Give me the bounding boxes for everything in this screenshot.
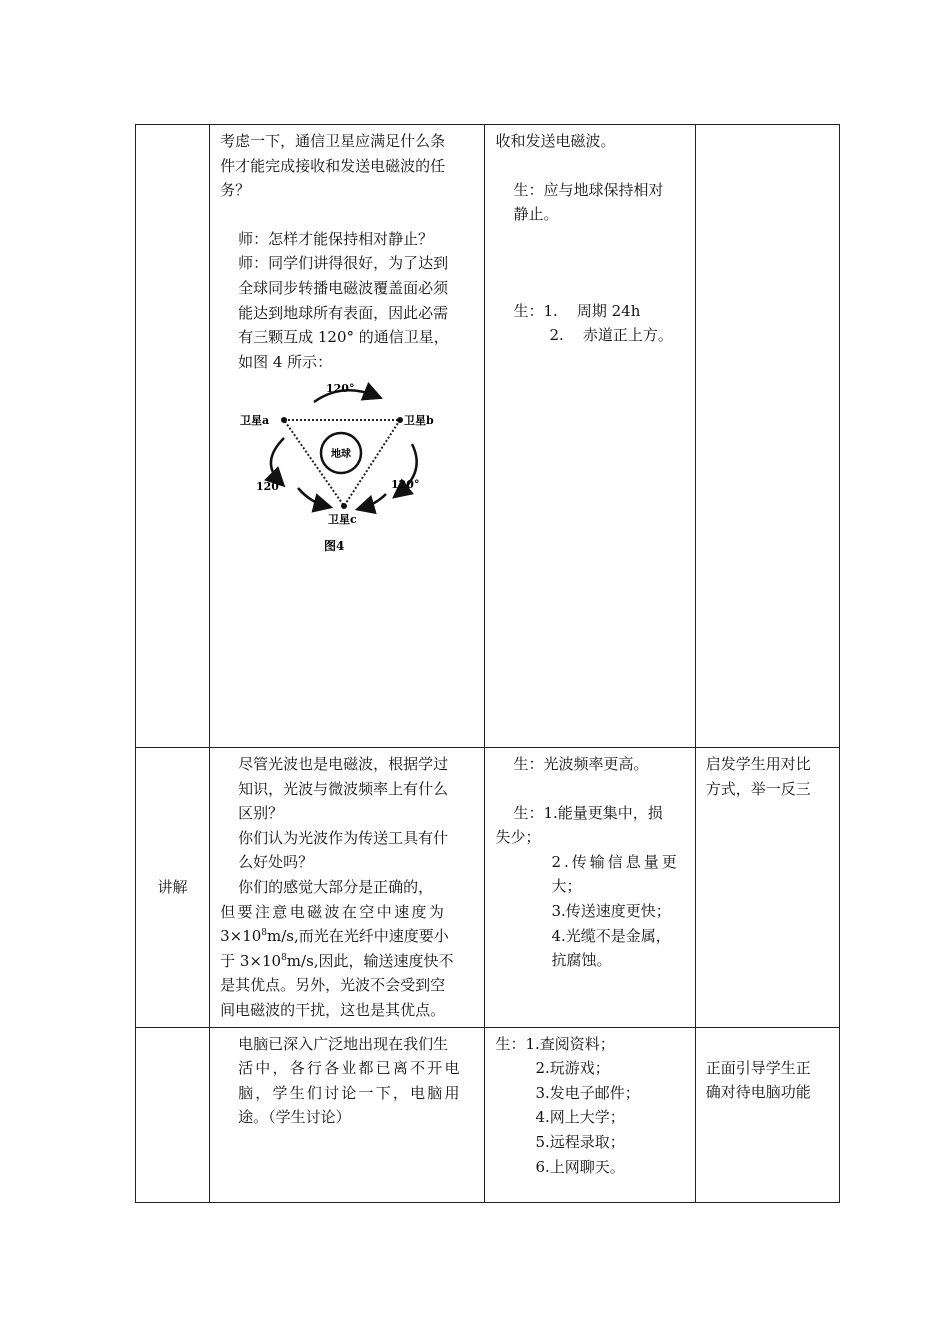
student-line: 收和发送电磁波。 [495,132,616,150]
table-row [136,125,840,748]
student-line: 大； [551,877,582,896]
student-line: 生：1.查阅资料； [495,1034,615,1053]
arrow-bottom [298,488,326,506]
student-line: 生：1.能量更集中，损 [513,803,663,822]
student-line: 4.网上大学； [535,1108,625,1127]
teacher-line: 师：怎样才能保持相对静止？ [238,229,434,248]
student-line [495,299,686,324]
teacher-line: 如图 4 所示： [238,352,333,371]
teacher-activity-cell [210,748,485,1028]
student-item: 周期 24h [576,301,641,320]
note-cell [695,748,839,1028]
note-cell [695,125,839,748]
student-activity-cell [485,125,695,748]
teacher-line: 区别？ [238,804,284,823]
student-line: 静止。 [513,205,559,224]
exponent: 8 [261,928,268,939]
student-line: 2.玩游戏； [535,1059,610,1078]
student-line: 生：光波频率更高。 [513,755,649,773]
teacher-line: 脑，学生们讨论一下，电脑用 [238,1083,462,1102]
arrow-bottom-right [362,494,386,508]
student-num: 2. [549,326,564,345]
stage-cell [136,1027,210,1202]
speed-text: m/s,而光在光纤中速度要小 [267,927,449,946]
angle-left-label: 120° [256,480,285,494]
satellite-c-label: 卫星c [328,513,357,527]
teacher-line: 考虑一下，通信卫星应满足什么条 [220,132,446,150]
teacher-line: 能达到地球所有表面，因此必需 [238,303,449,322]
student-line: 生：应与地球保持相对 [513,180,664,199]
student-line: 5.远程录取； [535,1132,625,1151]
teacher-line: 知识，光波与微波频率上有什么 [238,779,449,798]
student-prefix: 生：1. [513,301,558,320]
angle-top-label: 120° [326,382,355,396]
satellite-b-dot [397,417,403,423]
student-item: 赤道正上方。 [582,326,673,345]
student-line: 4.光缆不是金属， [551,926,671,945]
speed-text: 3×10 [220,927,262,946]
note-line: 确对待电脑功能 [705,1083,811,1102]
teacher-line: 间电磁波的干扰，这也是其优点。 [220,1000,446,1019]
table-row [136,748,840,1028]
lesson-plan-table [135,124,840,1203]
satellite-figure [226,376,456,556]
satellite-a-dot [281,417,287,423]
satellite-b-label: 卫星b [404,414,434,428]
speed-text: m/s,因此，输送速度快不 [286,951,454,970]
student-line: 2.传输信息量更 [551,852,680,871]
stage-label: 讲解 [157,877,188,896]
note-cell [695,1027,839,1202]
teacher-line: 活中，各行各业都已离不开电 [238,1059,462,1078]
teacher-line: 尽管光波也是电磁波，根据学过 [238,755,449,773]
student-line [495,323,686,348]
stage-cell [136,748,210,1028]
teacher-line: 全球同步转播电磁波覆盖面必须 [238,278,449,297]
teacher-line: 务？ [220,181,251,200]
teacher-line: 有三颗互成 120° 的通信卫星， [238,328,449,347]
teacher-line [220,949,476,974]
arrow-left [271,438,284,482]
student-line: 3.传送速度更快； [551,901,671,920]
teacher-activity-cell [210,125,485,748]
note-line: 方式，举一反三 [705,779,811,798]
teacher-line: 师：同学们讲得很好，为了达到 [238,254,449,273]
figure-caption: 图4 [324,539,345,554]
teacher-line: 电脑已深入广泛地出现在我们生 [238,1034,449,1053]
table-row [136,1027,840,1202]
teacher-line: 途。（学生讨论） [238,1108,351,1127]
speed-text: 于 3×10 [220,951,282,970]
satellite-a-label: 卫星a [240,414,270,428]
teacher-line: 件才能完成接收和发送电磁波的任 [220,156,446,175]
exponent: 8 [281,952,287,963]
teacher-line [220,924,476,949]
student-line: 6.上网聊天。 [535,1157,625,1176]
earth-label: 地球 [331,449,352,461]
teacher-activity-cell [210,1027,485,1202]
student-line: 失少； [495,828,541,847]
stage-cell [136,125,210,748]
student-activity-cell [485,748,695,1028]
student-line: 3.发电子邮件； [535,1083,640,1102]
teacher-line: 是其优点。另外，光波不会受到空 [220,976,446,995]
note-line: 启发学生用对比 [705,755,811,773]
angle-right-label: 120° [391,478,420,492]
teacher-line: 你们的感觉大部分是正确的， [238,877,434,896]
note-line: 正面引导学生正 [705,1058,811,1077]
teacher-line: 但要注意电磁波在空中速度为 [220,902,447,921]
satellite-c-dot [341,503,347,509]
teacher-line: 你们认为光波作为传送工具有什 [238,828,449,847]
teacher-line: 么好处吗？ [238,853,314,872]
student-line: 抗腐蚀。 [551,951,612,970]
student-activity-cell [485,1027,695,1202]
